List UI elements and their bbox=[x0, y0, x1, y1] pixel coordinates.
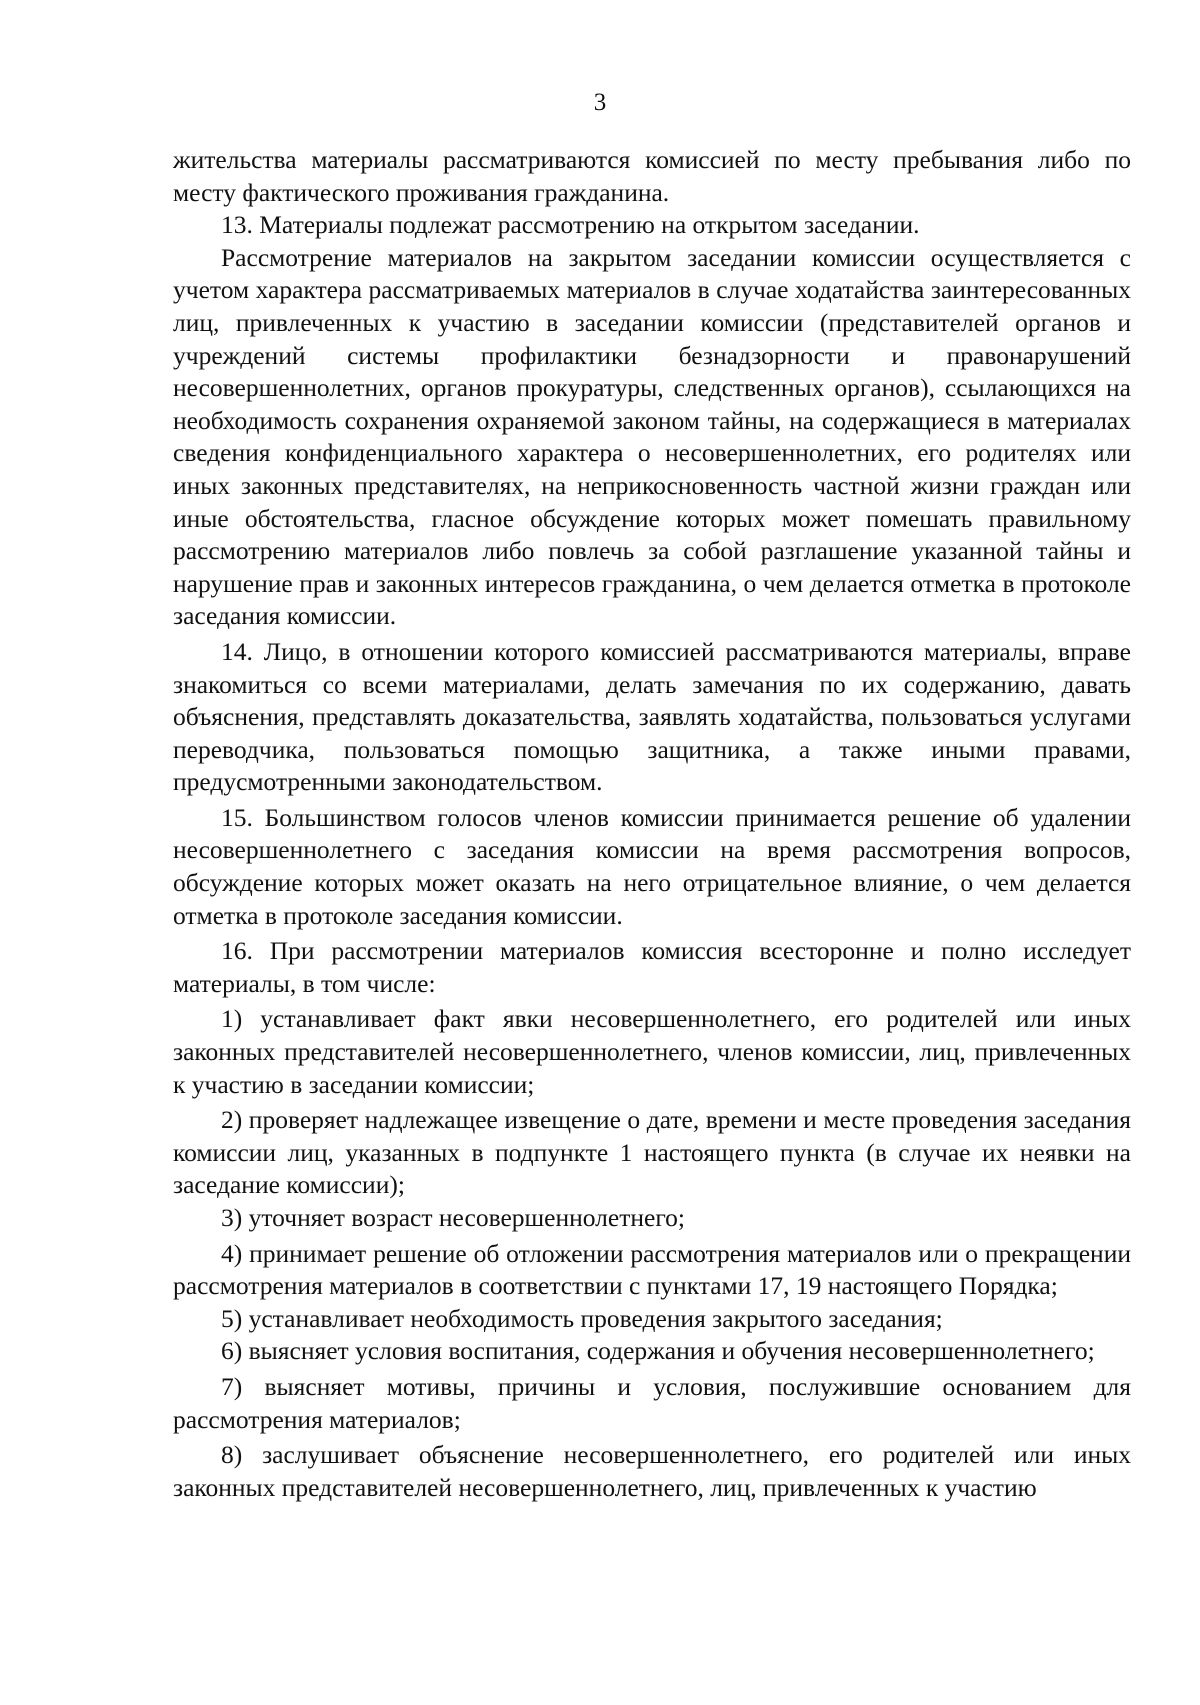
paragraph-15: 15. Большинством голосов членов комиссии принимается решение об удалении несовершеннолетнего с заседания комиссии на время рассмотрения вопросов, обсуждение которых может оказать на него отрицательное влияние, о чем делается отметка в протоколе заседания комиссии. bbox=[173, 802, 1131, 930]
paragraph-13: 13. Материалы подлежат рассмотрению на открытом заседании. bbox=[221, 210, 920, 240]
paragraph-16: 16. При рассмотрении материалов комиссия всесторонне и полно исследует материалы, в том числе: bbox=[173, 936, 1131, 998]
subitem-8: 8) заслушивает объяснение несовершеннолетнего, его родителей или иных законных представителей несовершеннолетнего, лиц, привлеченных к участию bbox=[173, 1440, 1131, 1502]
page-number: 3 bbox=[593, 89, 607, 116]
subitem-5: 5) устанавливает необходимость проведения закрытого заседания; bbox=[221, 1303, 943, 1333]
paragraph-continuation: жительства материалы рассматриваются комиссией по месту пребывания либо по месту фактического проживания гражданина. bbox=[173, 145, 1131, 207]
subitem-1: 1) устанавливает факт явки несовершеннолетнего, его родителей или иных законных представителей несовершеннолетнего, членов комиссии, лиц, привлеченных к участию в заседании комиссии; bbox=[173, 1004, 1131, 1099]
document-body bbox=[173, 144, 1131, 1504]
subitem-3: 3) уточняет возраст несовершеннолетнего; bbox=[221, 1203, 685, 1232]
paragraph-13-closed-session: Рассмотрение материалов на закрытом заседании комиссии осуществляется с учетом характера рассматриваемых материалов в случае ходатайства заинтересованных лиц, привлеченных к участию в заседании комиссии (представителей органов и учреждений системы профилактики безнадзорности и правонарушений несовершеннолетних, органов прокуратуры, следственных органов), ссылающихся на необходимость сохранения охраняемой законом тайны, на содержащиеся в материалах сведения конфиденциального характера о несовершеннолетних, его родителях или иных законных представителях, на неприкосновенность частной жизни граждан или иные обстоятельства, гласное обсуждение которых может помешать правильному рассмотрению материалов либо повлечь за собой разглашение указанной тайны и нарушение прав и законных интересов гражданина, о чем делается отметка в протоколе заседания комиссии. bbox=[173, 242, 1131, 631]
subitem-7: 7) выясняет мотивы, причины и условия, послужившие основанием для рассмотрения материалов; bbox=[173, 1371, 1131, 1434]
subitem-2: 2) проверяет надлежащее извещение о дате, времени и месте проведения заседания комиссии лиц, указанных в подпункте 1 настоящего пункта (в случае их неявки на заседание комиссии); bbox=[173, 1105, 1131, 1200]
subitem-6: 6) выясняет условия воспитания, содержания и обучения несовершеннолетнего; bbox=[221, 1336, 1095, 1366]
subitem-4: 4) принимает решение об отложении рассмотрения материалов или о прекращении рассмотрения материалов в соответствии с пунктами 17, 19 настоящего Порядка; bbox=[173, 1238, 1131, 1301]
paragraph-14: 14. Лицо, в отношении которого комиссией рассматриваются материалы, вправе знакомиться со всеми материалами, делать замечания по их содержанию, давать объяснения, представлять доказательства, заявлять ходатайства, пользоваться услугами переводчика, пользоваться помощью защитника, а также иными правами, предусмотренными законодательством. bbox=[173, 636, 1131, 797]
